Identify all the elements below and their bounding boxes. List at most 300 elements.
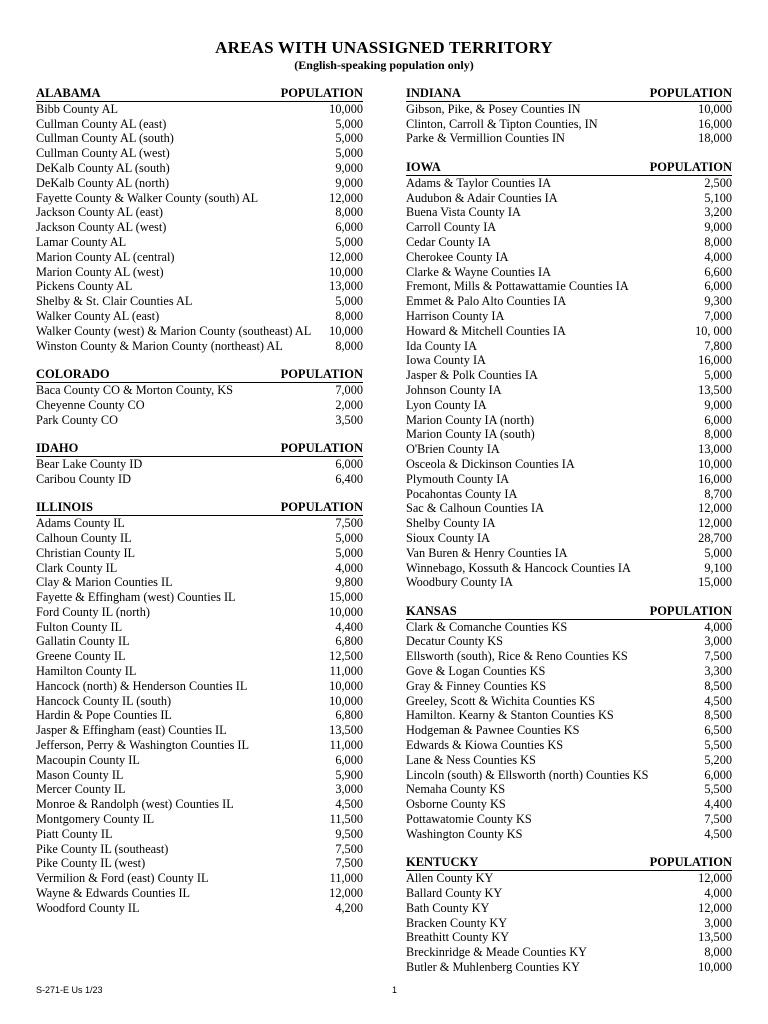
population-value: 10, 000 — [695, 323, 732, 338]
table-row — [36, 842, 363, 857]
population-value: 13,500 — [698, 930, 732, 945]
area-name: Caribou County ID — [36, 471, 131, 486]
table-row — [36, 191, 363, 206]
area-name: Van Buren & Henry Counties IA — [406, 545, 568, 560]
table-row — [406, 871, 732, 886]
table-row — [36, 694, 363, 709]
table-row — [36, 205, 363, 220]
population-value: 7,500 — [335, 856, 363, 871]
table-row — [36, 146, 363, 161]
state-section-kansas — [406, 605, 732, 842]
area-name: Monroe & Randolph (west) Counties IL — [36, 797, 234, 812]
area-name: Sac & Calhoun Counties IA — [406, 501, 544, 516]
area-name: Gove & Logan Counties KS — [406, 664, 546, 679]
form-code: S-271-E Us 1/23 — [36, 985, 103, 995]
area-name: Sioux County IA — [406, 530, 491, 545]
area-name: Winnebago, Kossuth & Hancock Counties IA — [406, 560, 631, 575]
population-value: 3,000 — [335, 782, 363, 797]
table-row — [406, 960, 732, 975]
population-value: 6,000 — [704, 767, 732, 782]
table-row — [36, 339, 363, 354]
area-name: Cedar County IA — [406, 234, 491, 249]
area-name: Macoupin County IL — [36, 752, 140, 767]
state-name: ALABAMA — [36, 86, 101, 100]
area-name: Hancock (north) & Henderson Counties IL — [36, 678, 248, 693]
area-name: Baca County CO & Morton County, KS — [36, 382, 233, 397]
area-name: Shelby County IA — [406, 516, 496, 531]
state-section-colorado — [36, 368, 363, 427]
table-row — [406, 176, 732, 191]
table-row — [406, 723, 732, 738]
population-value: 9,000 — [335, 160, 363, 175]
table-row — [36, 575, 363, 590]
table-row — [36, 131, 363, 146]
population-value: 12,000 — [698, 871, 732, 886]
area-name: Woodbury County IA — [406, 575, 513, 590]
area-name: Walker County AL (east) — [36, 308, 160, 323]
area-name: Pickens County AL — [36, 279, 133, 294]
population-value: 16,000 — [698, 353, 732, 368]
table-row — [36, 782, 363, 797]
population-value: 3,200 — [704, 205, 732, 220]
population-value: 13,000 — [698, 442, 732, 457]
area-name: Vermilion & Ford (east) County IL — [36, 871, 209, 886]
population-value: 10,000 — [329, 678, 363, 693]
population-value: 8,000 — [704, 427, 732, 442]
table-row — [406, 531, 732, 546]
table-row — [36, 294, 363, 309]
table-row — [36, 457, 363, 472]
population-value: 5,500 — [704, 738, 732, 753]
population-value: 4,000 — [704, 886, 732, 901]
population-value: 5,100 — [704, 190, 732, 205]
table-row — [406, 827, 732, 842]
area-name: Nemaha County KS — [406, 782, 506, 797]
table-row — [406, 886, 732, 901]
population-value: 5,900 — [335, 767, 363, 782]
table-row — [406, 753, 732, 768]
population-value: 12,000 — [329, 190, 363, 205]
table-row — [406, 708, 732, 723]
population-value: 4,500 — [704, 826, 732, 841]
area-name: Fulton County IL — [36, 619, 123, 634]
population-value: 16,000 — [698, 471, 732, 486]
area-name: Hardin & Pope Counties IL — [36, 708, 172, 723]
table-row — [406, 457, 732, 472]
population-value: 4,000 — [335, 560, 363, 575]
table-row — [406, 812, 732, 827]
area-name: Breckinridge & Meade Counties KY — [406, 945, 587, 960]
state-name: ILLINOIS — [36, 500, 93, 515]
state-section-iowa — [406, 161, 732, 590]
area-name: Emmet & Palo Alto Counties IA — [406, 294, 567, 309]
population-value: 5,000 — [335, 116, 363, 131]
state-section-idaho — [36, 442, 363, 486]
area-name: Lane & Ness Counties KS — [406, 752, 536, 767]
table-row — [36, 220, 363, 235]
area-name: Clark County IL — [36, 560, 118, 575]
area-name: Butler & Muhlenberg Counties KY — [406, 960, 580, 975]
page-number: 1 — [392, 985, 398, 995]
table-row — [406, 768, 732, 783]
population-value: 6,000 — [335, 220, 363, 235]
population-value: 7,000 — [335, 382, 363, 397]
table-row — [406, 117, 732, 132]
table-row — [36, 590, 363, 605]
area-name: Piatt County IL — [36, 826, 113, 841]
table-row — [406, 339, 732, 354]
population-value: 5,000 — [335, 131, 363, 146]
table-row — [36, 886, 363, 901]
area-name: Bibb County AL — [36, 101, 118, 116]
section-header — [36, 501, 363, 516]
table-row — [406, 191, 732, 206]
population-value: 15,000 — [698, 575, 732, 590]
table-row — [406, 516, 732, 531]
table-row — [406, 634, 732, 649]
table-row — [36, 265, 363, 280]
table-row — [36, 546, 363, 561]
area-name: Hamilton County IL — [36, 664, 137, 679]
population-value: 9,100 — [704, 560, 732, 575]
population-header: POPULATION — [649, 86, 732, 100]
area-name: Carroll County IA — [406, 220, 497, 235]
population-value: 12,000 — [329, 249, 363, 264]
area-name: Pottawatomie County KS — [406, 812, 532, 827]
state-section-indiana — [406, 87, 732, 146]
population-header: POPULATION — [280, 86, 363, 100]
section-header — [36, 442, 363, 457]
table-row — [406, 442, 732, 457]
area-name: Christian County IL — [36, 545, 136, 560]
area-name: Cheyenne County CO — [36, 397, 145, 412]
area-name: Cullman County AL (east) — [36, 116, 167, 131]
population-value: 5,200 — [704, 752, 732, 767]
area-name: Gray & Finney Counties KS — [406, 678, 547, 693]
left-column — [36, 87, 363, 930]
population-value: 9,000 — [704, 220, 732, 235]
area-name: Allen County KY — [406, 871, 494, 886]
population-value: 6,400 — [335, 471, 363, 486]
table-row — [406, 250, 732, 265]
population-value: 7,500 — [704, 812, 732, 827]
table-row — [36, 827, 363, 842]
area-name: Lyon County IA — [406, 397, 487, 412]
area-name: Mason County IL — [36, 767, 124, 782]
state-section-alabama — [36, 87, 363, 353]
population-value: 18,000 — [698, 131, 732, 146]
table-row — [36, 679, 363, 694]
population-value: 12,000 — [698, 900, 732, 915]
population-value: 8,500 — [704, 708, 732, 723]
area-name: Fremont, Mills & Pottawattamie Counties IA — [406, 279, 629, 294]
table-row — [406, 501, 732, 516]
population-value: 8,500 — [704, 678, 732, 693]
table-row — [406, 561, 732, 576]
table-row — [406, 945, 732, 960]
table-row — [36, 738, 363, 753]
area-name: Ellsworth (south), Rice & Reno Counties KS — [406, 649, 628, 664]
population-value: 12,000 — [329, 886, 363, 901]
section-header — [406, 856, 732, 871]
area-name: Parke & Vermillion Counties IN — [406, 131, 565, 146]
population-value: 3,000 — [704, 915, 732, 930]
population-value: 9,500 — [335, 826, 363, 841]
table-row — [36, 797, 363, 812]
area-name: Lincoln (south) & Ellsworth (north) Counties KS — [406, 767, 649, 782]
section-header — [36, 368, 363, 383]
area-name: Pike County IL (west) — [36, 856, 146, 871]
table-row — [406, 546, 732, 561]
area-name: Pocahontas County IA — [406, 486, 518, 501]
area-name: Cullman County AL (west) — [36, 146, 170, 161]
table-row — [36, 235, 363, 250]
table-row — [406, 220, 732, 235]
population-value: 6,600 — [704, 264, 732, 279]
population-value: 8,000 — [335, 308, 363, 323]
population-value: 6,000 — [704, 412, 732, 427]
population-header: POPULATION — [280, 500, 363, 515]
area-name: Woodford County IL — [36, 900, 140, 915]
table-row — [36, 708, 363, 723]
population-value: 10,000 — [698, 456, 732, 471]
population-value: 4,500 — [704, 693, 732, 708]
area-name: Hodgeman & Pawnee Counties KS — [406, 723, 580, 738]
population-value: 11,000 — [329, 664, 363, 679]
table-row — [36, 516, 363, 531]
population-value: 6,500 — [704, 723, 732, 738]
table-row — [36, 649, 363, 664]
area-name: Montgomery County IL — [36, 812, 155, 827]
population-value: 4,500 — [335, 797, 363, 812]
area-name: Jackson County AL (west) — [36, 220, 167, 235]
section-header — [406, 87, 732, 102]
population-value: 4,400 — [704, 797, 732, 812]
area-name: Washington County KS — [406, 826, 523, 841]
table-row — [406, 738, 732, 753]
area-name: Calhoun County IL — [36, 530, 132, 545]
table-row — [406, 265, 732, 280]
area-name: Mercer County IL — [36, 782, 126, 797]
area-name: Clay & Marion Counties IL — [36, 575, 173, 590]
table-row — [36, 812, 363, 827]
population-value: 6,000 — [704, 279, 732, 294]
table-row — [406, 383, 732, 398]
population-value: 8,000 — [704, 234, 732, 249]
area-name: Marion County AL (central) — [36, 249, 175, 264]
area-name: Harrison County IA — [406, 308, 505, 323]
population-value: 4,000 — [704, 249, 732, 264]
area-name: Cherokee County IA — [406, 249, 509, 264]
section-header — [36, 87, 363, 102]
table-row — [36, 324, 363, 339]
table-row — [406, 294, 732, 309]
population-value: 2,500 — [704, 175, 732, 190]
table-row — [406, 694, 732, 709]
area-name: Hancock County IL (south) — [36, 693, 172, 708]
table-row — [406, 487, 732, 502]
area-name: Greene County IL — [36, 649, 126, 664]
table-row — [406, 620, 732, 635]
state-name: KANSAS — [406, 603, 457, 618]
area-name: DeKalb County AL (north) — [36, 175, 170, 190]
area-name: Adams & Taylor Counties IA — [406, 175, 552, 190]
area-name: Clinton, Carroll & Tipton Counties, IN — [406, 116, 598, 131]
state-name: INDIANA — [406, 86, 461, 100]
population-value: 12,000 — [698, 516, 732, 531]
area-name: Plymouth County IA — [406, 471, 510, 486]
table-row — [36, 723, 363, 738]
population-value: 8,700 — [704, 486, 732, 501]
area-name: Park County CO — [36, 412, 118, 427]
table-row — [36, 472, 363, 487]
population-value: 9,800 — [335, 575, 363, 590]
population-value: 12,500 — [329, 649, 363, 664]
table-row — [406, 413, 732, 428]
population-header: POPULATION — [649, 603, 732, 618]
area-name: Adams County IL — [36, 516, 125, 531]
area-name: Bear Lake County ID — [36, 456, 143, 471]
table-row — [36, 664, 363, 679]
area-name: DeKalb County AL (south) — [36, 160, 170, 175]
population-header: POPULATION — [280, 441, 363, 456]
table-row — [36, 871, 363, 886]
area-name: Audubon & Adair Counties IA — [406, 190, 558, 205]
table-row — [36, 901, 363, 916]
area-name: Johnson County IA — [406, 382, 502, 397]
table-row — [406, 679, 732, 694]
population-value: 9,300 — [704, 294, 732, 309]
area-name: Ballard County KY — [406, 886, 503, 901]
population-value: 4,000 — [704, 619, 732, 634]
area-name: Shelby & St. Clair Counties AL — [36, 294, 193, 309]
area-name: Osceola & Dickinson Counties IA — [406, 456, 575, 471]
table-row — [36, 161, 363, 176]
table-row — [36, 561, 363, 576]
table-row — [406, 916, 732, 931]
population-value: 3,500 — [335, 412, 363, 427]
area-name: Walker County (west) & Marion County (southeast) AL — [36, 323, 312, 338]
area-name: Fayette & Effingham (west) Counties IL — [36, 590, 236, 605]
table-row — [406, 368, 732, 383]
area-name: Lamar County AL — [36, 234, 127, 249]
state-section-kentucky — [406, 856, 732, 974]
area-name: Marion County IA (north) — [406, 412, 535, 427]
population-value: 13,000 — [329, 279, 363, 294]
table-row — [406, 131, 732, 146]
page-subtitle: (English-speaking population only) — [294, 58, 474, 72]
area-name: Jasper & Polk Counties IA — [406, 368, 538, 383]
table-row — [406, 309, 732, 324]
population-value: 5,000 — [335, 294, 363, 309]
population-value: 3,300 — [704, 664, 732, 679]
population-value: 8,000 — [704, 945, 732, 960]
area-name: Marion County AL (west) — [36, 264, 164, 279]
area-name: Marion County IA (south) — [406, 427, 535, 442]
table-row — [406, 205, 732, 220]
area-name: Edwards & Kiowa Counties KS — [406, 738, 564, 753]
population-value: 11,000 — [329, 738, 363, 753]
area-name: Cullman County AL (south) — [36, 131, 174, 146]
area-name: Iowa County IA — [406, 353, 486, 368]
population-value: 5,000 — [335, 545, 363, 560]
population-value: 5,000 — [704, 368, 732, 383]
population-value: 10,000 — [329, 604, 363, 619]
population-value: 3,000 — [704, 634, 732, 649]
population-value: 4,400 — [335, 619, 363, 634]
population-value: 16,000 — [698, 116, 732, 131]
area-name: Gibson, Pike, & Posey Counties IN — [406, 101, 581, 116]
population-value: 10,000 — [329, 693, 363, 708]
population-value: 6,000 — [335, 752, 363, 767]
population-value: 5,000 — [335, 234, 363, 249]
table-row — [36, 620, 363, 635]
area-name: O'Brien County IA — [406, 442, 500, 457]
state-name: COLORADO — [36, 367, 110, 382]
population-header: POPULATION — [649, 159, 732, 174]
table-row — [36, 753, 363, 768]
table-row — [406, 398, 732, 413]
area-name: Clarke & Wayne Counties IA — [406, 264, 551, 279]
area-name: Winston County & Marion County (northeast) AL — [36, 338, 283, 353]
state-section-illinois — [36, 501, 363, 915]
area-name: Ford County IL (north) — [36, 604, 150, 619]
area-name: Wayne & Edwards Counties IL — [36, 886, 191, 901]
population-value: 15,000 — [329, 590, 363, 605]
state-name: IOWA — [406, 159, 441, 174]
table-row — [406, 353, 732, 368]
table-row — [36, 768, 363, 783]
section-header — [406, 161, 732, 176]
area-name: Gallatin County IL — [36, 634, 130, 649]
table-row — [406, 649, 732, 664]
population-value: 7,000 — [704, 308, 732, 323]
area-name: Jackson County AL (east) — [36, 205, 163, 220]
area-name: Hamilton. Kearny & Stanton Counties KS — [406, 708, 614, 723]
area-name: Fayette County & Walker County (south) AL — [36, 190, 259, 205]
table-row — [36, 250, 363, 265]
area-name: Jefferson, Perry & Washington Counties IL — [36, 738, 250, 753]
area-name: Buena Vista County IA — [406, 205, 521, 220]
population-value: 11,500 — [329, 812, 363, 827]
population-value: 10,000 — [698, 960, 732, 975]
population-value: 6,800 — [335, 634, 363, 649]
table-row — [406, 324, 732, 339]
population-value: 8,000 — [335, 338, 363, 353]
population-value: 13,500 — [698, 382, 732, 397]
table-row — [406, 930, 732, 945]
population-value: 13,500 — [329, 723, 363, 738]
population-value: 9,000 — [335, 175, 363, 190]
area-name: Osborne County KS — [406, 797, 506, 812]
population-value: 2,000 — [335, 397, 363, 412]
population-value: 11,000 — [329, 871, 363, 886]
table-row — [36, 279, 363, 294]
section-header — [406, 605, 732, 620]
table-row — [36, 176, 363, 191]
table-row — [406, 901, 732, 916]
population-value: 10,000 — [329, 101, 363, 116]
table-row — [36, 634, 363, 649]
population-value: 5,000 — [335, 146, 363, 161]
table-row — [36, 383, 363, 398]
population-value: 10,000 — [698, 101, 732, 116]
population-value: 9,000 — [704, 397, 732, 412]
population-value: 6,000 — [335, 456, 363, 471]
population-value: 28,700 — [698, 530, 732, 545]
table-row — [406, 102, 732, 117]
population-header: POPULATION — [280, 367, 363, 382]
